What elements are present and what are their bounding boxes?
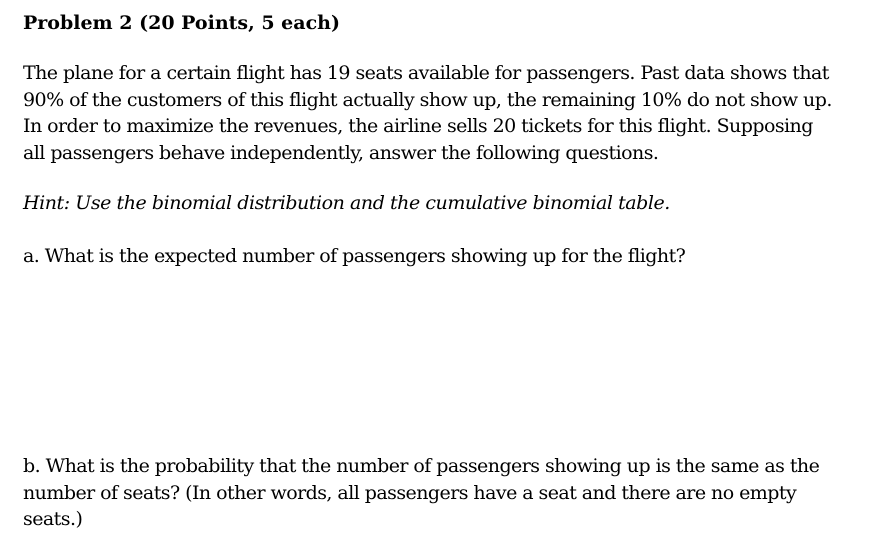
hint-line: Hint: Use the binomial distribution and the cumulative binomial table.	[23, 192, 670, 214]
question-b-line: number of seats? (In other words, all passengers have a seat and there are no empty	[23, 481, 797, 504]
question-a	[23, 243, 883, 270]
question-b-line: seats.)	[23, 508, 83, 530]
statement-line: In order to maximize the revenues, the airline sells 20 tickets for this flight. Supposing	[23, 115, 813, 137]
statement-line: all passengers behave independently, answer the following questions.	[23, 141, 659, 164]
statement-line: 90% of the customers of this flight actually show up, the remaining 10% do not show up.	[23, 88, 832, 111]
problem-statement	[23, 60, 883, 166]
statement-line: The plane for a certain flight has 19 seats available for passengers. Past data shows that	[23, 62, 829, 84]
question-a-line: a. What is the expected number of passengers showing up for the flight?	[23, 245, 686, 267]
hint-text	[23, 190, 883, 217]
problem-title: Problem 2 (20 Points, 5 each)	[23, 12, 340, 34]
question-b	[23, 453, 883, 533]
question-b-line: b. What is the probability that the number of passengers showing up is the same as the	[23, 455, 820, 477]
